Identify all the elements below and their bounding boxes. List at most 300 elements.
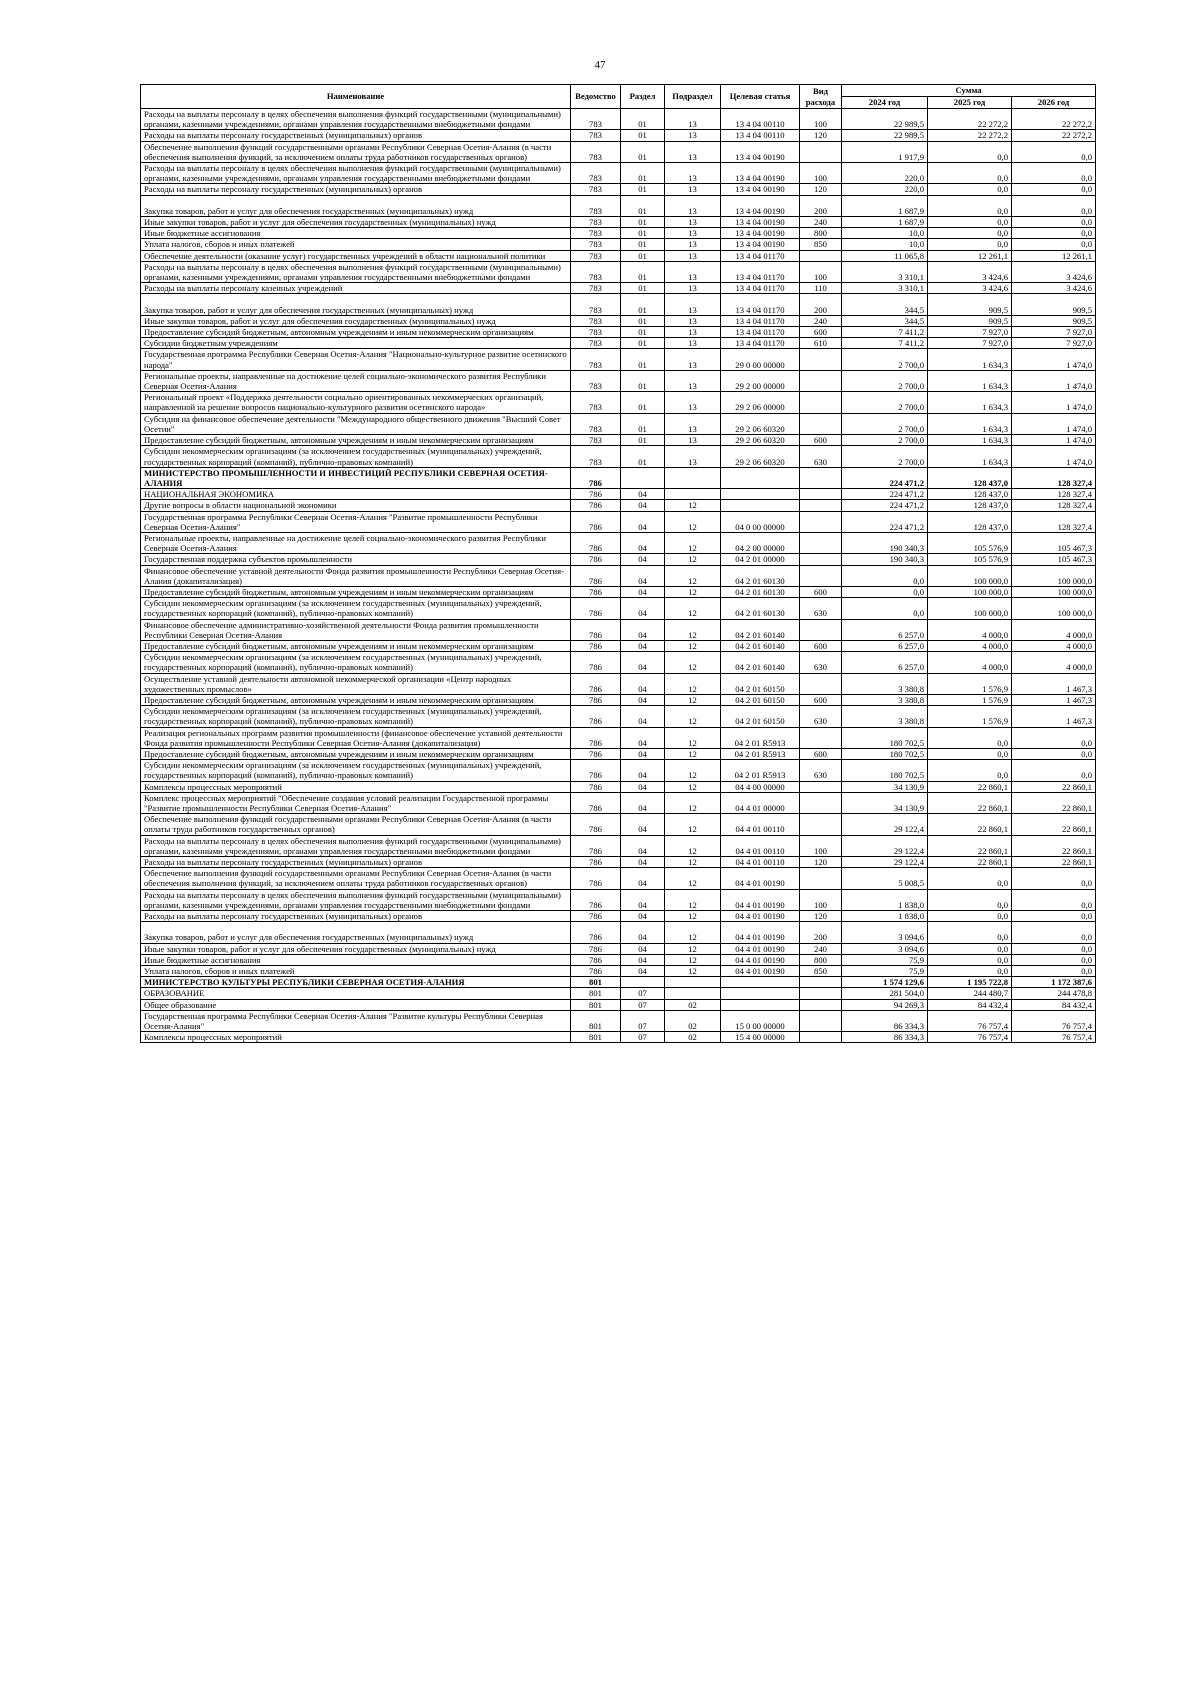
cell-subsection: 12 — [665, 673, 721, 694]
cell-target: 04 4 01 00190 — [721, 889, 800, 910]
cell-2024: 2 700,0 — [842, 435, 928, 446]
cell-name: Расходы на выплаты персоналу государственных (муниципальных) органов — [141, 130, 571, 141]
cell-2026: 909,5 — [1012, 315, 1096, 326]
cell-subsection: 12 — [665, 943, 721, 954]
cell-dept: 786 — [571, 889, 621, 910]
cell-exp-type: 850 — [800, 966, 842, 977]
table-row — [141, 673, 1096, 694]
cell-name: Осуществление уставной деятельности автономной некоммерческой организации «Центр народных художественных промыслов» — [141, 673, 571, 694]
cell-exp-type — [800, 781, 842, 792]
cell-section: 04 — [621, 814, 665, 835]
cell-2026: 1 474,0 — [1012, 392, 1096, 413]
cell-target: 04 4 01 00190 — [721, 954, 800, 965]
cell-2024: 220,0 — [842, 184, 928, 195]
table-row — [141, 760, 1096, 781]
cell-section: 04 — [621, 835, 665, 856]
cell-section: 04 — [621, 943, 665, 954]
cell-2025: 84 432,4 — [928, 999, 1012, 1010]
cell-exp-type — [800, 511, 842, 532]
cell-target: 13 4 04 00190 — [721, 141, 800, 162]
cell-target: 13 4 04 00190 — [721, 163, 800, 184]
cell-2025: 0,0 — [928, 727, 1012, 748]
cell-2025: 0,0 — [928, 748, 1012, 759]
cell-2026: 76 757,4 — [1012, 1032, 1096, 1043]
cell-2025: 1 634,3 — [928, 370, 1012, 391]
cell-target: 04 4 01 00110 — [721, 814, 800, 835]
cell-2026: 4 000,0 — [1012, 619, 1096, 640]
cell-2026: 22 860,1 — [1012, 781, 1096, 792]
cell-2025: 0,0 — [928, 889, 1012, 910]
cell-dept: 801 — [571, 988, 621, 999]
cell-2026: 909,5 — [1012, 294, 1096, 315]
cell-name: Расходы на выплаты персоналу в целях обеспечения выполнения функций государственными (муниципальными) органами, казенными учреждениями, органами управления государственными внебюджетными фондами — [141, 109, 571, 130]
cell-target: 04 2 01 00000 — [721, 554, 800, 565]
cell-name: Обеспечение выполнения функций государственными органами Республики Северная Осетия-Алания (в части обеспечения выполнения функций, за исключением оплаты труда работников государственных органов) — [141, 141, 571, 162]
cell-subsection: 13 — [665, 315, 721, 326]
cell-target: 13 4 04 00190 — [721, 217, 800, 228]
cell-exp-type: 200 — [800, 922, 842, 943]
cell-2026: 100 000,0 — [1012, 598, 1096, 619]
cell-2025: 0,0 — [928, 141, 1012, 162]
cell-section: 01 — [621, 239, 665, 250]
cell-2024: 180 702,5 — [842, 760, 928, 781]
cell-2025: 909,5 — [928, 294, 1012, 315]
cell-dept: 783 — [571, 239, 621, 250]
cell-exp-type — [800, 392, 842, 413]
cell-target: 13 4 04 00110 — [721, 109, 800, 130]
cell-target: 04 2 01 60140 — [721, 619, 800, 640]
cell-name: Государственная поддержка субъектов промышленности — [141, 554, 571, 565]
cell-dept: 786 — [571, 792, 621, 813]
cell-dept: 786 — [571, 500, 621, 511]
cell-section: 04 — [621, 868, 665, 889]
cell-exp-type: 630 — [800, 706, 842, 727]
cell-section: 01 — [621, 446, 665, 467]
cell-2024: 10,0 — [842, 239, 928, 250]
cell-section: 04 — [621, 694, 665, 705]
cell-target: 13 4 04 00190 — [721, 195, 800, 216]
cell-name: Субсидии некоммерческим организациям (за исключением государственных (муниципальных) учреждений, государственных корпораций (компаний), публично-правовых компаний) — [141, 760, 571, 781]
cell-section: 01 — [621, 228, 665, 239]
cell-2025: 0,0 — [928, 163, 1012, 184]
cell-2026: 100 000,0 — [1012, 565, 1096, 586]
cell-2025: 0,0 — [928, 239, 1012, 250]
cell-name: Расходы на выплаты персоналу в целях обеспечения выполнения функций государственными (муниципальными) органами, казенными учреждениями, органами управления государственными внебюджетными фондами — [141, 261, 571, 282]
table-header — [141, 85, 1096, 109]
cell-dept: 786 — [571, 532, 621, 553]
cell-exp-type — [800, 792, 842, 813]
cell-exp-type: 600 — [800, 327, 842, 338]
cell-2026: 1 467,3 — [1012, 673, 1096, 694]
cell-dept: 786 — [571, 554, 621, 565]
cell-subsection: 13 — [665, 228, 721, 239]
cell-2026: 0,0 — [1012, 184, 1096, 195]
cell-section: 01 — [621, 130, 665, 141]
cell-target: 04 2 01 60150 — [721, 694, 800, 705]
cell-2024: 281 504,0 — [842, 988, 928, 999]
table-row — [141, 565, 1096, 586]
col-header-section: Раздел — [621, 85, 665, 109]
col-header-2026: 2026 год — [1012, 97, 1096, 109]
cell-name: МИНИСТЕРСТВО КУЛЬТУРЫ РЕСПУБЛИКИ СЕВЕРНАЯ ОСЕТИЯ-АЛАНИЯ — [141, 977, 571, 988]
cell-target — [721, 988, 800, 999]
cell-section: 07 — [621, 1010, 665, 1031]
cell-2024: 1 838,0 — [842, 911, 928, 922]
cell-target: 04 4 01 00110 — [721, 857, 800, 868]
cell-2024: 220,0 — [842, 163, 928, 184]
cell-2024: 86 334,3 — [842, 1010, 928, 1031]
cell-2025: 4 000,0 — [928, 652, 1012, 673]
cell-target — [721, 489, 800, 500]
cell-dept: 801 — [571, 977, 621, 988]
cell-dept: 786 — [571, 857, 621, 868]
table-row — [141, 911, 1096, 922]
cell-section: 01 — [621, 163, 665, 184]
cell-2026: 4 000,0 — [1012, 652, 1096, 673]
cell-name: Предоставление субсидий бюджетным, автономным учреждениям и иным некоммерческим организациям — [141, 586, 571, 597]
table-row — [141, 999, 1096, 1010]
cell-name: Иные бюджетные ассигнования — [141, 954, 571, 965]
cell-2025: 0,0 — [928, 954, 1012, 965]
cell-dept: 783 — [571, 250, 621, 261]
table-row — [141, 694, 1096, 705]
cell-2024: 22 989,5 — [842, 109, 928, 130]
cell-2024: 10,0 — [842, 228, 928, 239]
cell-exp-type: 630 — [800, 760, 842, 781]
cell-2026: 0,0 — [1012, 889, 1096, 910]
cell-2024: 75,9 — [842, 954, 928, 965]
cell-dept: 783 — [571, 163, 621, 184]
cell-target: 04 2 01 R5913 — [721, 748, 800, 759]
table-row — [141, 966, 1096, 977]
cell-2025: 1 634,3 — [928, 446, 1012, 467]
cell-exp-type: 100 — [800, 163, 842, 184]
cell-subsection: 13 — [665, 413, 721, 434]
cell-dept: 786 — [571, 954, 621, 965]
cell-name: Государственная программа Республики Северная Осетия-Алания "Развитие промышленности Республики Северная Осетия-Алания" — [141, 511, 571, 532]
cell-2025: 0,0 — [928, 217, 1012, 228]
cell-subsection: 12 — [665, 640, 721, 651]
cell-2026: 1 467,3 — [1012, 694, 1096, 705]
cell-2025: 22 860,1 — [928, 792, 1012, 813]
cell-target: 04 4 01 00190 — [721, 868, 800, 889]
table-row — [141, 1010, 1096, 1031]
cell-dept: 783 — [571, 184, 621, 195]
cell-2026: 22 272,2 — [1012, 109, 1096, 130]
cell-dept: 786 — [571, 727, 621, 748]
cell-name: Иные закупки товаров, работ и услуг для обеспечения государственных (муниципальных) нужд — [141, 315, 571, 326]
table-row — [141, 195, 1096, 216]
col-header-subsection: Подраздел — [665, 85, 721, 109]
cell-2024: 190 340,3 — [842, 532, 928, 553]
cell-dept: 783 — [571, 327, 621, 338]
cell-name: НАЦИОНАЛЬНАЯ ЭКОНОМИКА — [141, 489, 571, 500]
cell-target: 04 2 01 60150 — [721, 673, 800, 694]
cell-section: 04 — [621, 640, 665, 651]
cell-2025: 1 576,9 — [928, 694, 1012, 705]
cell-2026: 0,0 — [1012, 195, 1096, 216]
cell-exp-type — [800, 370, 842, 391]
cell-section: 01 — [621, 327, 665, 338]
cell-2025: 1 634,3 — [928, 392, 1012, 413]
cell-exp-type: 600 — [800, 694, 842, 705]
cell-2025: 22 860,1 — [928, 835, 1012, 856]
table-row — [141, 868, 1096, 889]
table-row — [141, 814, 1096, 835]
cell-subsection: 12 — [665, 727, 721, 748]
cell-2024: 3 380,8 — [842, 694, 928, 705]
cell-subsection: 12 — [665, 598, 721, 619]
cell-2026: 1 474,0 — [1012, 370, 1096, 391]
cell-section — [621, 977, 665, 988]
cell-target — [721, 500, 800, 511]
cell-2025: 1 634,3 — [928, 435, 1012, 446]
cell-2024: 1 917,9 — [842, 141, 928, 162]
table-body — [141, 109, 1096, 1043]
cell-2026: 0,0 — [1012, 911, 1096, 922]
cell-2026: 0,0 — [1012, 868, 1096, 889]
cell-2024: 344,5 — [842, 294, 928, 315]
cell-subsection — [665, 489, 721, 500]
cell-section: 01 — [621, 184, 665, 195]
cell-2025: 1 576,9 — [928, 673, 1012, 694]
cell-target: 29 2 06 00000 — [721, 392, 800, 413]
cell-2025: 128 437,0 — [928, 500, 1012, 511]
cell-2024: 2 700,0 — [842, 446, 928, 467]
cell-name: Финансовое обеспечение уставной деятельности Фонда развития промышленности Республики Северная Осетия-Алания (докапитализация) — [141, 565, 571, 586]
cell-subsection: 02 — [665, 1010, 721, 1031]
cell-target: 04 4 00 00000 — [721, 781, 800, 792]
cell-exp-type — [800, 489, 842, 500]
table-row — [141, 586, 1096, 597]
cell-target: 04 4 01 00000 — [721, 792, 800, 813]
cell-2024: 22 989,5 — [842, 130, 928, 141]
cell-name: Предоставление субсидий бюджетным, автономным учреждениям и иным некоммерческим организациям — [141, 748, 571, 759]
cell-target: 29 0 00 00000 — [721, 349, 800, 370]
cell-2024: 180 702,5 — [842, 727, 928, 748]
cell-name: Общее образование — [141, 999, 571, 1010]
cell-dept: 783 — [571, 141, 621, 162]
cell-name: Расходы на выплаты персоналу государственных (муниципальных) органов — [141, 184, 571, 195]
cell-dept: 786 — [571, 586, 621, 597]
cell-dept: 801 — [571, 999, 621, 1010]
cell-section: 04 — [621, 489, 665, 500]
cell-2024: 11 065,8 — [842, 250, 928, 261]
cell-name: Субсидии некоммерческим организациям (за исключением государственных (муниципальных) учреждений, государственных корпораций (компаний), публично-правовых компаний) — [141, 706, 571, 727]
cell-subsection: 13 — [665, 141, 721, 162]
table-row — [141, 835, 1096, 856]
cell-2026: 105 467,3 — [1012, 532, 1096, 553]
cell-exp-type — [800, 673, 842, 694]
cell-name: Предоставление субсидий бюджетным, автономным учреждениям и иным некоммерческим организациям — [141, 435, 571, 446]
cell-subsection: 13 — [665, 239, 721, 250]
cell-2025: 76 757,4 — [928, 1032, 1012, 1043]
cell-2026: 128 327,4 — [1012, 489, 1096, 500]
table-row — [141, 349, 1096, 370]
cell-exp-type — [800, 868, 842, 889]
cell-2024: 1 838,0 — [842, 889, 928, 910]
cell-section: 01 — [621, 392, 665, 413]
cell-subsection: 13 — [665, 130, 721, 141]
cell-dept: 786 — [571, 489, 621, 500]
cell-name: Предоставление субсидий бюджетным, автономным учреждениям и иным некоммерческим организациям — [141, 694, 571, 705]
cell-name: Финансовое обеспечение административно-хозяйственной деятельности Фонда развития промышленности Республики Северная Осетия-Алания — [141, 619, 571, 640]
col-header-sum: Сумма — [842, 85, 1096, 97]
cell-2025: 0,0 — [928, 228, 1012, 239]
table-row — [141, 315, 1096, 326]
cell-name: Субсидии некоммерческим организациям (за исключением государственных (муниципальных) учреждений, государственных корпораций (компаний), публично-правовых компаний) — [141, 598, 571, 619]
cell-dept: 783 — [571, 109, 621, 130]
cell-section: 04 — [621, 727, 665, 748]
cell-name: Закупка товаров, работ и услуг для обеспечения государственных (муниципальных) нужд — [141, 195, 571, 216]
cell-section: 07 — [621, 999, 665, 1010]
cell-dept: 786 — [571, 652, 621, 673]
cell-2026: 22 860,1 — [1012, 857, 1096, 868]
cell-name: Обеспечение выполнения функций государственными органами Республики Северная Осетия-Алания (в части оплаты труда работников государственных органов) — [141, 814, 571, 835]
table-row — [141, 954, 1096, 965]
cell-2026: 22 860,1 — [1012, 814, 1096, 835]
cell-section: 01 — [621, 435, 665, 446]
cell-dept: 786 — [571, 966, 621, 977]
cell-subsection: 12 — [665, 586, 721, 597]
cell-section: 04 — [621, 500, 665, 511]
cell-name: Комплексы процессных мероприятий — [141, 1032, 571, 1043]
cell-2024: 75,9 — [842, 966, 928, 977]
cell-2024: 3 380,8 — [842, 673, 928, 694]
table-row — [141, 554, 1096, 565]
cell-2026: 128 327,4 — [1012, 500, 1096, 511]
cell-dept: 783 — [571, 338, 621, 349]
cell-target: 04 2 01 R5913 — [721, 760, 800, 781]
cell-2024: 344,5 — [842, 315, 928, 326]
cell-subsection — [665, 988, 721, 999]
table-row — [141, 163, 1096, 184]
cell-2026: 128 327,4 — [1012, 511, 1096, 532]
cell-target: 04 2 01 60150 — [721, 706, 800, 727]
cell-target: 04 4 01 00190 — [721, 911, 800, 922]
table-row — [141, 489, 1096, 500]
cell-target: 04 2 01 R5913 — [721, 727, 800, 748]
cell-dept: 783 — [571, 261, 621, 282]
cell-exp-type — [800, 814, 842, 835]
cell-dept: 786 — [571, 565, 621, 586]
table-row — [141, 532, 1096, 553]
table-row — [141, 748, 1096, 759]
cell-subsection: 12 — [665, 889, 721, 910]
cell-subsection: 13 — [665, 163, 721, 184]
cell-exp-type: 120 — [800, 184, 842, 195]
cell-target: 04 2 01 60140 — [721, 640, 800, 651]
cell-2024: 29 122,4 — [842, 857, 928, 868]
cell-2025: 244 480,7 — [928, 988, 1012, 999]
cell-dept: 783 — [571, 283, 621, 294]
table-row — [141, 467, 1096, 488]
cell-dept: 783 — [571, 413, 621, 434]
cell-2024: 29 122,4 — [842, 835, 928, 856]
cell-section: 01 — [621, 315, 665, 326]
cell-2025: 100 000,0 — [928, 565, 1012, 586]
cell-exp-type: 120 — [800, 911, 842, 922]
cell-exp-type — [800, 250, 842, 261]
cell-2024: 2 700,0 — [842, 370, 928, 391]
cell-2026: 84 432,4 — [1012, 999, 1096, 1010]
cell-subsection: 12 — [665, 565, 721, 586]
cell-2026: 3 424,6 — [1012, 261, 1096, 282]
cell-2026: 1 467,3 — [1012, 706, 1096, 727]
cell-exp-type: 240 — [800, 217, 842, 228]
cell-name: Субсидии некоммерческим организациям (за исключением государственных (муниципальных) учреждений, государственных корпораций (компаний), публично-правовых компаний) — [141, 446, 571, 467]
cell-2025: 22 272,2 — [928, 130, 1012, 141]
cell-2024: 3 310,1 — [842, 261, 928, 282]
cell-subsection: 12 — [665, 868, 721, 889]
table-row — [141, 228, 1096, 239]
cell-dept: 786 — [571, 640, 621, 651]
cell-2025: 105 576,9 — [928, 532, 1012, 553]
cell-dept: 786 — [571, 694, 621, 705]
table-row — [141, 392, 1096, 413]
cell-target: 13 4 04 00190 — [721, 184, 800, 195]
table-row — [141, 261, 1096, 282]
cell-2024: 0,0 — [842, 586, 928, 597]
cell-dept: 786 — [571, 511, 621, 532]
table-row — [141, 792, 1096, 813]
table-row — [141, 294, 1096, 315]
cell-section: 04 — [621, 565, 665, 586]
cell-target: 29 2 00 00000 — [721, 370, 800, 391]
cell-dept: 786 — [571, 619, 621, 640]
table-row — [141, 988, 1096, 999]
cell-2024: 224 471,2 — [842, 467, 928, 488]
cell-exp-type: 630 — [800, 446, 842, 467]
cell-name: Государственная программа Республики Северная Осетия-Алания "Национально-культурное развитие осетинского народа" — [141, 349, 571, 370]
cell-2025: 0,0 — [928, 943, 1012, 954]
cell-2025: 1 634,3 — [928, 413, 1012, 434]
cell-target: 13 4 04 01170 — [721, 315, 800, 326]
cell-dept: 783 — [571, 130, 621, 141]
table-row — [141, 413, 1096, 434]
cell-name: Предоставление субсидий бюджетным, автономным учреждениям и иным некоммерческим организациям — [141, 640, 571, 651]
cell-section: 04 — [621, 966, 665, 977]
cell-2026: 12 261,1 — [1012, 250, 1096, 261]
cell-target: 13 4 04 01170 — [721, 261, 800, 282]
cell-subsection: 12 — [665, 814, 721, 835]
cell-target: 13 4 04 01170 — [721, 338, 800, 349]
cell-exp-type — [800, 1032, 842, 1043]
cell-subsection: 13 — [665, 349, 721, 370]
cell-subsection: 12 — [665, 792, 721, 813]
col-header-2025: 2025 год — [928, 97, 1012, 109]
cell-dept: 783 — [571, 435, 621, 446]
cell-exp-type: 610 — [800, 338, 842, 349]
cell-target: 13 4 04 00190 — [721, 228, 800, 239]
cell-subsection: 12 — [665, 500, 721, 511]
table-row — [141, 239, 1096, 250]
cell-2025: 0,0 — [928, 922, 1012, 943]
cell-target: 13 4 04 01170 — [721, 283, 800, 294]
cell-2025: 22 272,2 — [928, 109, 1012, 130]
cell-2025: 100 000,0 — [928, 598, 1012, 619]
table-row — [141, 889, 1096, 910]
cell-dept: 801 — [571, 1010, 621, 1031]
cell-exp-type: 600 — [800, 586, 842, 597]
cell-section: 07 — [621, 988, 665, 999]
cell-2026: 22 860,1 — [1012, 835, 1096, 856]
cell-target: 13 4 04 01170 — [721, 294, 800, 315]
cell-exp-type: 100 — [800, 261, 842, 282]
cell-section: 04 — [621, 673, 665, 694]
cell-exp-type — [800, 565, 842, 586]
cell-name: Другие вопросы в области национальной экономики — [141, 500, 571, 511]
